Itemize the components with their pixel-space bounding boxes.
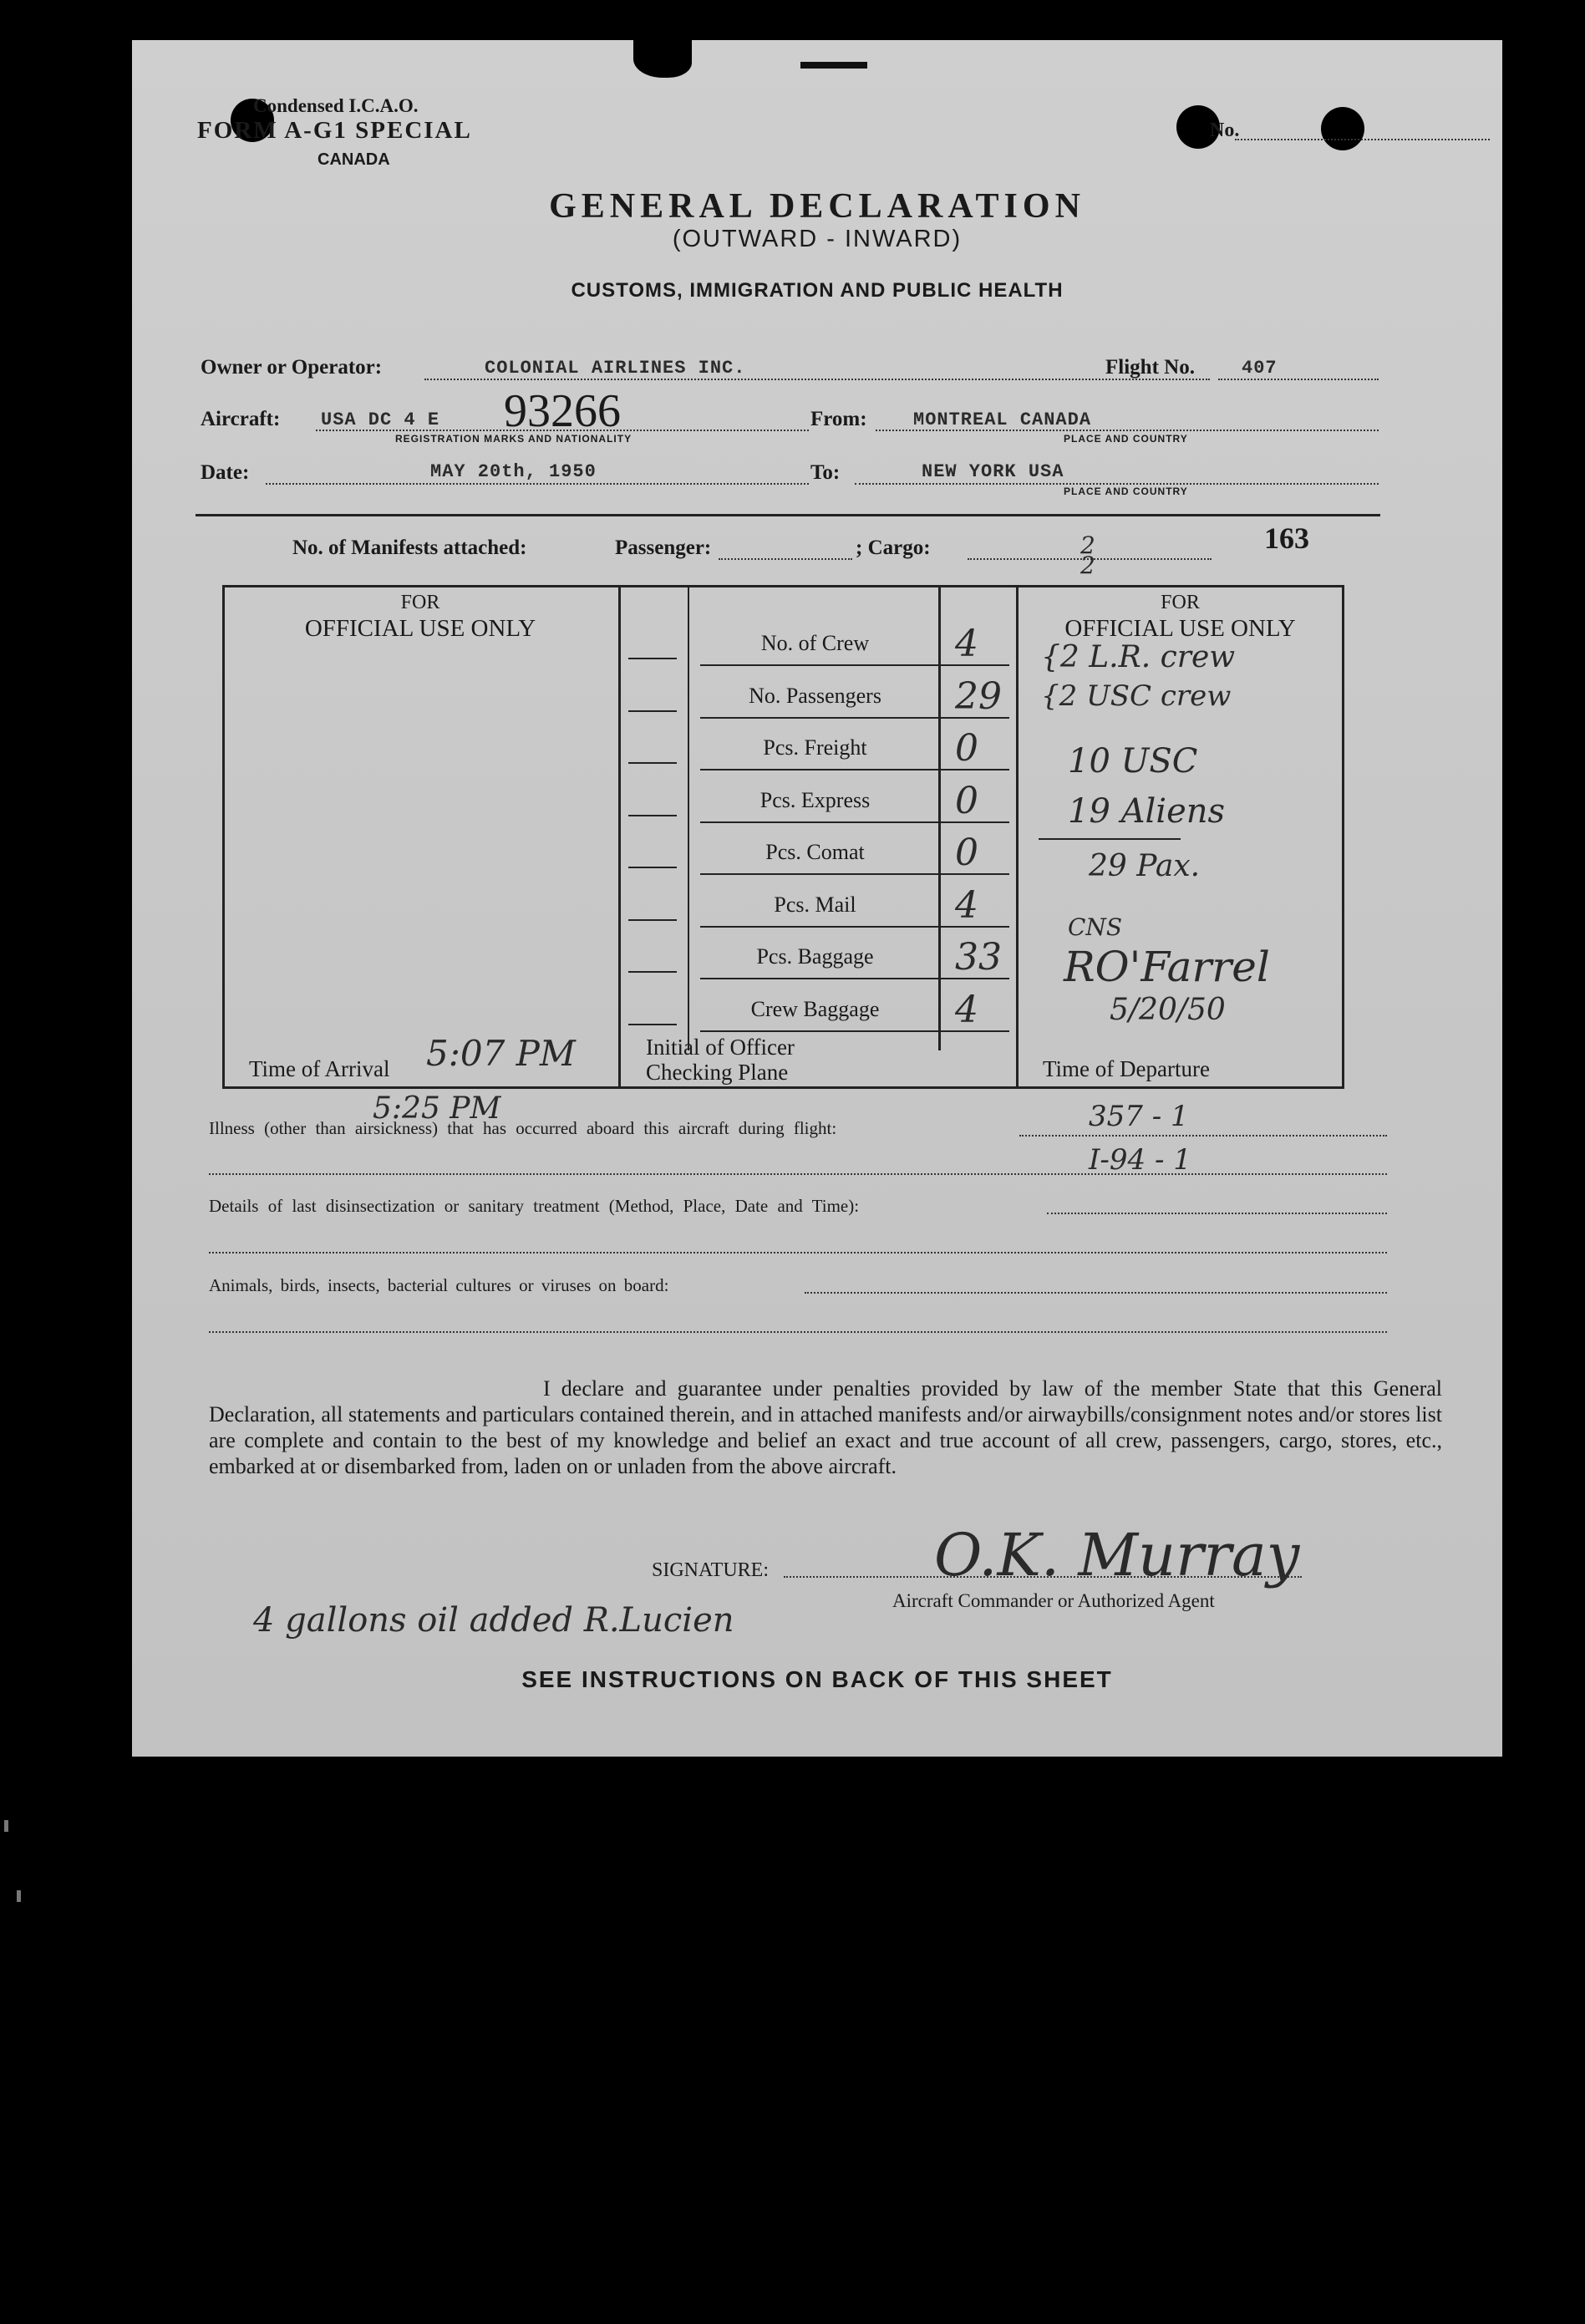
checking-plane-label: Checking Plane	[646, 1060, 789, 1085]
table-row-label: Crew Baggage	[750, 996, 880, 1021]
official-mark-dash	[628, 867, 677, 868]
page-title: GENERAL DECLARATION	[549, 187, 1085, 226]
note-signature: RO'Farrel	[1064, 943, 1270, 991]
note-crew-lr: {2 L.R. crew	[1041, 640, 1236, 674]
table-row-label: Pcs. Express	[759, 787, 871, 812]
note-total: 29 Pax.	[1089, 849, 1201, 883]
aircraft-label: Aircraft:	[201, 408, 281, 430]
official-use-right-label: OFFICIAL USE ONLY	[1064, 615, 1296, 642]
aircraft-type: USA DC 4 E	[321, 409, 440, 430]
number-label: No.	[1210, 120, 1240, 141]
illness-label: Illness (other than airsickness) that has occurred aboard this aircraft during flight:	[209, 1118, 837, 1138]
official-use-right-for: FOR	[1161, 592, 1200, 613]
animals-label: Animals, birds, insects, bacterial cultures or viruses on board:	[209, 1275, 669, 1295]
table-row-value: 4	[955, 883, 978, 927]
note-crew-usc: {2 USC crew	[1041, 679, 1232, 713]
time-of-arrival-value: 5:07 PM	[426, 1033, 576, 1074]
signature-caption: Aircraft Commander or Authorized Agent	[892, 1590, 1215, 1611]
table-row-label: Pcs. Freight	[763, 735, 867, 760]
flight-value: 407	[1242, 358, 1278, 379]
cargo-handwritten-a: 2	[1080, 531, 1095, 559]
time-of-arrival-label: Time of Arrival	[249, 1056, 390, 1081]
to-caption: PLACE AND COUNTRY	[1064, 486, 1188, 497]
flight-label: Flight No.	[1105, 356, 1195, 379]
official-mark-dash	[628, 815, 677, 816]
note-date: 5/20/50	[1110, 993, 1226, 1027]
official-mark-dash	[628, 658, 677, 659]
manifests-label: No. of Manifests attached:	[292, 537, 527, 559]
page-subtitle: (OUTWARD - INWARD)	[672, 226, 963, 252]
to-value: NEW YORK USA	[922, 461, 1064, 482]
edge-artifact-2	[17, 1890, 21, 1902]
official-mark-dash	[628, 919, 677, 921]
table-row-value: 0	[955, 779, 978, 822]
date-value: MAY 20th, 1950	[430, 461, 597, 482]
footer-instructions: SEE INSTRUCTIONS ON BACK OF THIS SHEET	[521, 1666, 1113, 1692]
cargo-manifest-number: 163	[1264, 521, 1309, 555]
official-mark-dash	[628, 1024, 677, 1025]
note-usc: 10 USC	[1068, 742, 1198, 781]
time-of-departure-label: Time of Departure	[1043, 1056, 1210, 1081]
table-row-label: Pcs. Baggage	[756, 944, 874, 969]
signature-handwritten: O.K. Murray	[934, 1521, 1300, 1589]
note-initials: CNS	[1068, 913, 1123, 941]
table-row-label: No. of Crew	[760, 631, 870, 655]
punch-hole-right-b	[1321, 107, 1364, 150]
document-sheet	[132, 40, 1502, 1757]
form-condensed: Condensed I.C.A.O.	[253, 95, 419, 116]
illness-note-a: 357 - 1	[1089, 1100, 1189, 1133]
table-row-value: 0	[955, 831, 978, 874]
torn-mark	[633, 40, 692, 78]
page-tagline: CUSTOMS, IMMIGRATION AND PUBLIC HEALTH	[571, 279, 1064, 302]
cargo-handwritten-b: 2	[1080, 552, 1095, 579]
initial-officer-label: Initial of Officer	[646, 1035, 795, 1060]
official-mark-dash	[628, 710, 677, 712]
table-row-value: 4	[955, 623, 978, 665]
from-caption: PLACE AND COUNTRY	[1064, 433, 1188, 445]
declaration-text: I declare and guarantee under penalties provided by law of the member State that this General Declaration, all statements and particulars contained therein, and in attached manifests and/or airwaybills/consignment notes and/or stores list are complete and contain to the best of my knowledge and belief an exact and true account of all crew, passengers, cargo, stores, etc., embarked at or disembarked from, laden on or unladen from the above aircraft.	[209, 1376, 1442, 1478]
date-label: Date:	[201, 461, 250, 484]
handwritten-time: 5:25 PM	[373, 1091, 501, 1126]
passenger-label: Passenger:	[615, 537, 712, 559]
official-use-left-label: OFFICIAL USE ONLY	[304, 615, 536, 642]
disinsectization-label: Details of last disinsectization or sanitary treatment (Method, Place, Date and Time):	[209, 1196, 860, 1216]
registration-caption: REGISTRATION MARKS AND NATIONALITY	[395, 433, 632, 445]
from-label: From:	[810, 408, 867, 430]
number-dots	[1235, 139, 1490, 140]
from-value: MONTREAL CANADA	[913, 409, 1092, 430]
owner-label: Owner or Operator:	[201, 356, 383, 379]
top-edge-mark	[800, 62, 867, 69]
header-divider	[196, 514, 1380, 516]
note-aliens: 19 Aliens	[1068, 792, 1226, 831]
table-row-value: 33	[955, 936, 1002, 979]
owner-value: COLONIAL AIRLINES INC.	[485, 358, 746, 379]
table-row-label: No. Passengers	[749, 683, 881, 708]
table-row-label: Pcs. Comat	[765, 840, 865, 864]
official-mark-dash	[628, 971, 677, 973]
table-row-label: Pcs. Mail	[774, 892, 856, 917]
official-mark-dash	[628, 762, 677, 764]
illness-note-b: I-94 - 1	[1089, 1143, 1191, 1177]
edge-artifact	[4, 1820, 8, 1832]
official-use-left-for: FOR	[400, 592, 440, 613]
form-country: CANADA	[318, 150, 390, 169]
form-number: FORM A-G1 SPECIAL	[197, 117, 472, 144]
table-row-value: 4	[955, 988, 978, 1031]
to-label: To:	[810, 461, 841, 484]
table-row-value: 0	[955, 727, 978, 770]
signature-label: SIGNATURE:	[652, 1559, 770, 1581]
table-row-value: 29	[955, 674, 1002, 718]
signature-margin-note: 4 gallons oil added R.Lucien	[253, 1601, 734, 1640]
cargo-label: ; Cargo:	[856, 537, 931, 559]
aircraft-registration: 93266	[504, 385, 621, 437]
